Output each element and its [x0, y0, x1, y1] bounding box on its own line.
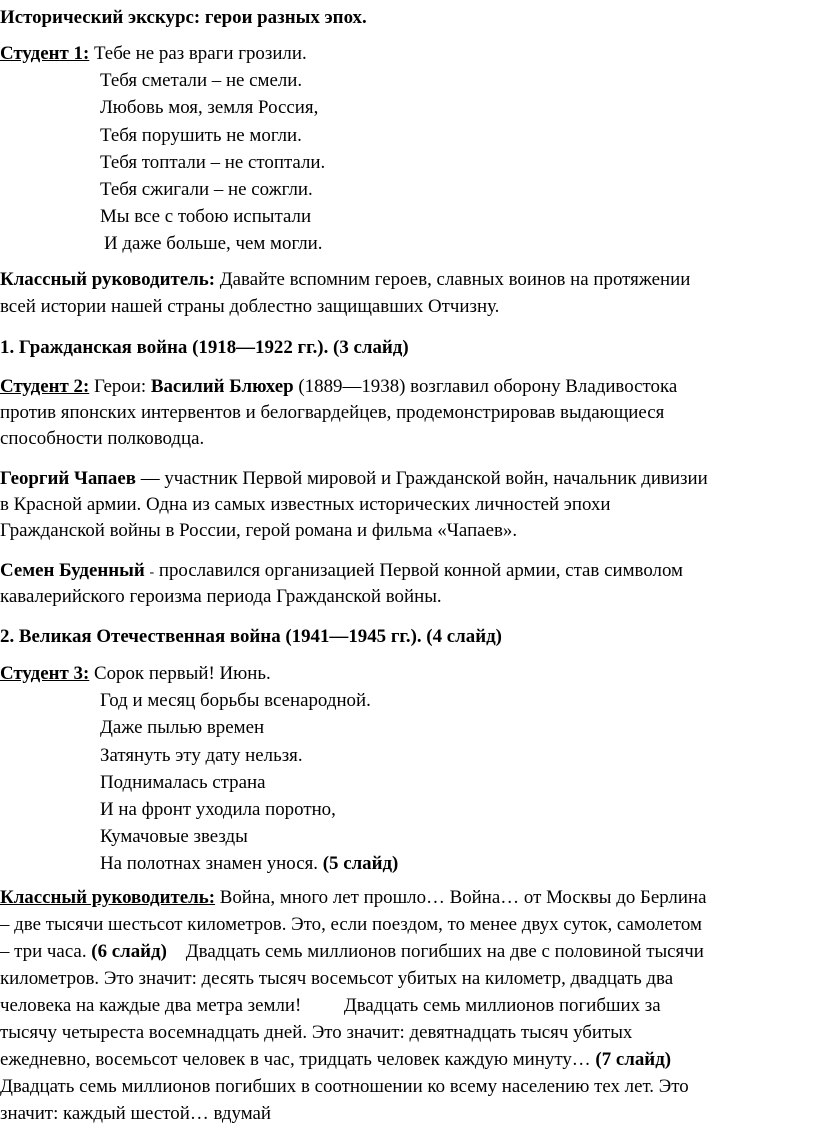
- poem-line: Затянуть эту дату нельзя.: [100, 744, 303, 766]
- page-title: Исторический экскурс: герои разных эпох.: [0, 7, 367, 28]
- chapaev-paragraph: Георгий Чапаев — участник Первой мировой и Гражданской войн, начальник дивизии: [0, 468, 708, 489]
- poem-line: И на фронт уходила поротно,: [100, 799, 336, 821]
- poem-line: На полотнах знамен унося. (5 слайд): [100, 853, 399, 875]
- document-page: Исторический экскурс: герои разных эпох. Студент 1: Тебе не раз враги грозили. Тебя сметали – не смели. Любовь моя, земля Россия, Тебя порушить не могли. Тебя топтали – не стоптали. Тебя сжигали – не сожгли. Мы все с тобою испытали И даже больше, чем могли. Классный руководитель: Давайте вспомним героев, славных воинов на протяжении всей истории нашей страны доблестно защищавших Отчизну. 1. Гражданская война (1918—1922 гг.). (3 слайд) Студент 2: Герои: Василий Блюхер (1889—1938) возглавил оборону Владивостока против японских интервентов и белогвардейцев, продемонстрировав выдающиеся способности полководца. Георгий Чапаев — участник Первой мировой и Гражданской войн, начальник дивизии в Красной армии. Одна из самых известных исторических личностей эпохи Гражданской войны в России, герой романа и фильма «Чапаев». Семен Буденный - прославился организацией Первой конной армии, став символом кавалерийского героизма периода Гражданской войны. 2. Великая Отечественная война (1941—1945 гг.). (4 слайд) Студент 3: Сорок первый! Июнь. Год и месяц борьбы всенародной. Даже пылью времен Затянуть эту дату нельзя. Поднималась страна И на фронт уходила поротно, Кумачовые звезды На полотнах знамен унося. (5 слайд) Классный руководитель: Война, много лет прошло… Война… от Москвы до Берлина – две тысячи шестьсот километров. Это, если поездом, то менее двух суток, самолетом – три часа. (6 слайд) Двадцать семь миллионов погибших на две с половиной тысячи километров. Это значит: десять тысяч восемьсот убитых на километр, двадцать два человека на каждые два метра земли! Двадцать семь миллионов погибших за тысячу четыреста восемнадцать дней. Это значит: девятнадцать тысяч убитых ежедневно, восемьсот человек в час, тридцать человек каждую минуту… (7 слайд) Двадцать семь миллионов погибших в соотношении ко всему населению тех лет. Это значит: каждый шестой… вдумай: [0, 0, 816, 1144]
- chapaev-line: Гражданской войны в России, герой романа и фильма «Чапаев».: [0, 520, 518, 541]
- section-heading-great-patriotic-war: 2. Великая Отечественная война (1941—1945 гг.). (4 слайд): [0, 626, 502, 647]
- poem-line: Даже пылью времен: [100, 717, 265, 739]
- poem-line: Кумачовые звезды: [100, 826, 248, 848]
- poem-line: Сорок первый! Июнь.: [93, 663, 271, 684]
- poem-line: Поднималась страна: [100, 771, 266, 793]
- poem-student-3: [0, 660, 398, 878]
- speaker-label: Студент 1:: [0, 43, 90, 64]
- student-2-line: способности полководца.: [0, 428, 205, 449]
- speaker-label: Студент 3:: [0, 663, 90, 684]
- poem-line: Тебя сжигали – не сожгли.: [100, 179, 313, 201]
- budenny-paragraph: Семен Буденный - прославился организацией Первой конной армии, став символом: [0, 560, 683, 581]
- section-heading-civil-war: 1. Гражданская война (1918—1922 гг.). (3 слайд): [0, 337, 409, 358]
- poem-line: Тебе не раз враги грозили.: [93, 43, 307, 64]
- poem-line: И даже больше, чем могли.: [104, 233, 323, 255]
- poem-student-1: [0, 40, 325, 258]
- poem-line: Год и месяц борьбы всенародной.: [100, 690, 371, 712]
- poem-line: Любовь моя, земля Россия,: [100, 97, 319, 119]
- slide-marker: (7 слайд): [595, 1049, 672, 1070]
- student-2-line: против японских интервентов и белогвардейцев, продемонстрировав выдающиеся: [0, 402, 665, 423]
- poem-line: Тебя сметали – не смели.: [100, 70, 303, 92]
- hero-name: Василий Блюхер: [150, 376, 294, 397]
- slide-marker: (6 слайд): [91, 941, 167, 962]
- slide-marker: (5 слайд): [322, 853, 399, 875]
- budenny-line: кавалерийского героизма периода Гражданской войны.: [0, 586, 442, 607]
- poem-line: Тебя топтали – не стоптали.: [100, 151, 326, 173]
- student-2-paragraph: Студент 2: Герои: Василий Блюхер (1889—1938) возглавил оборону Владивостока: [0, 376, 678, 397]
- teacher-paragraph-1-cont: всей истории нашей страны доблестно защищавших Отчизну.: [0, 296, 500, 317]
- speaker-label: Студент 2:: [0, 376, 90, 397]
- speaker-label: Классный руководитель:: [0, 269, 216, 290]
- hero-name: Семен Буденный: [0, 560, 145, 581]
- chapaev-line: в Красной армии. Одна из самых известных исторических личностей эпохи: [0, 494, 611, 515]
- poem-line: Мы все с тобою испытали: [100, 206, 312, 228]
- teacher-paragraph-1: Классный руководитель: Давайте вспомним героев, славных воинов на протяжении: [0, 269, 691, 290]
- hero-name: Георгий Чапаев: [0, 468, 136, 489]
- poem-line: Тебя порушить не могли.: [100, 124, 302, 146]
- speaker-label: Классный руководитель:: [0, 887, 216, 908]
